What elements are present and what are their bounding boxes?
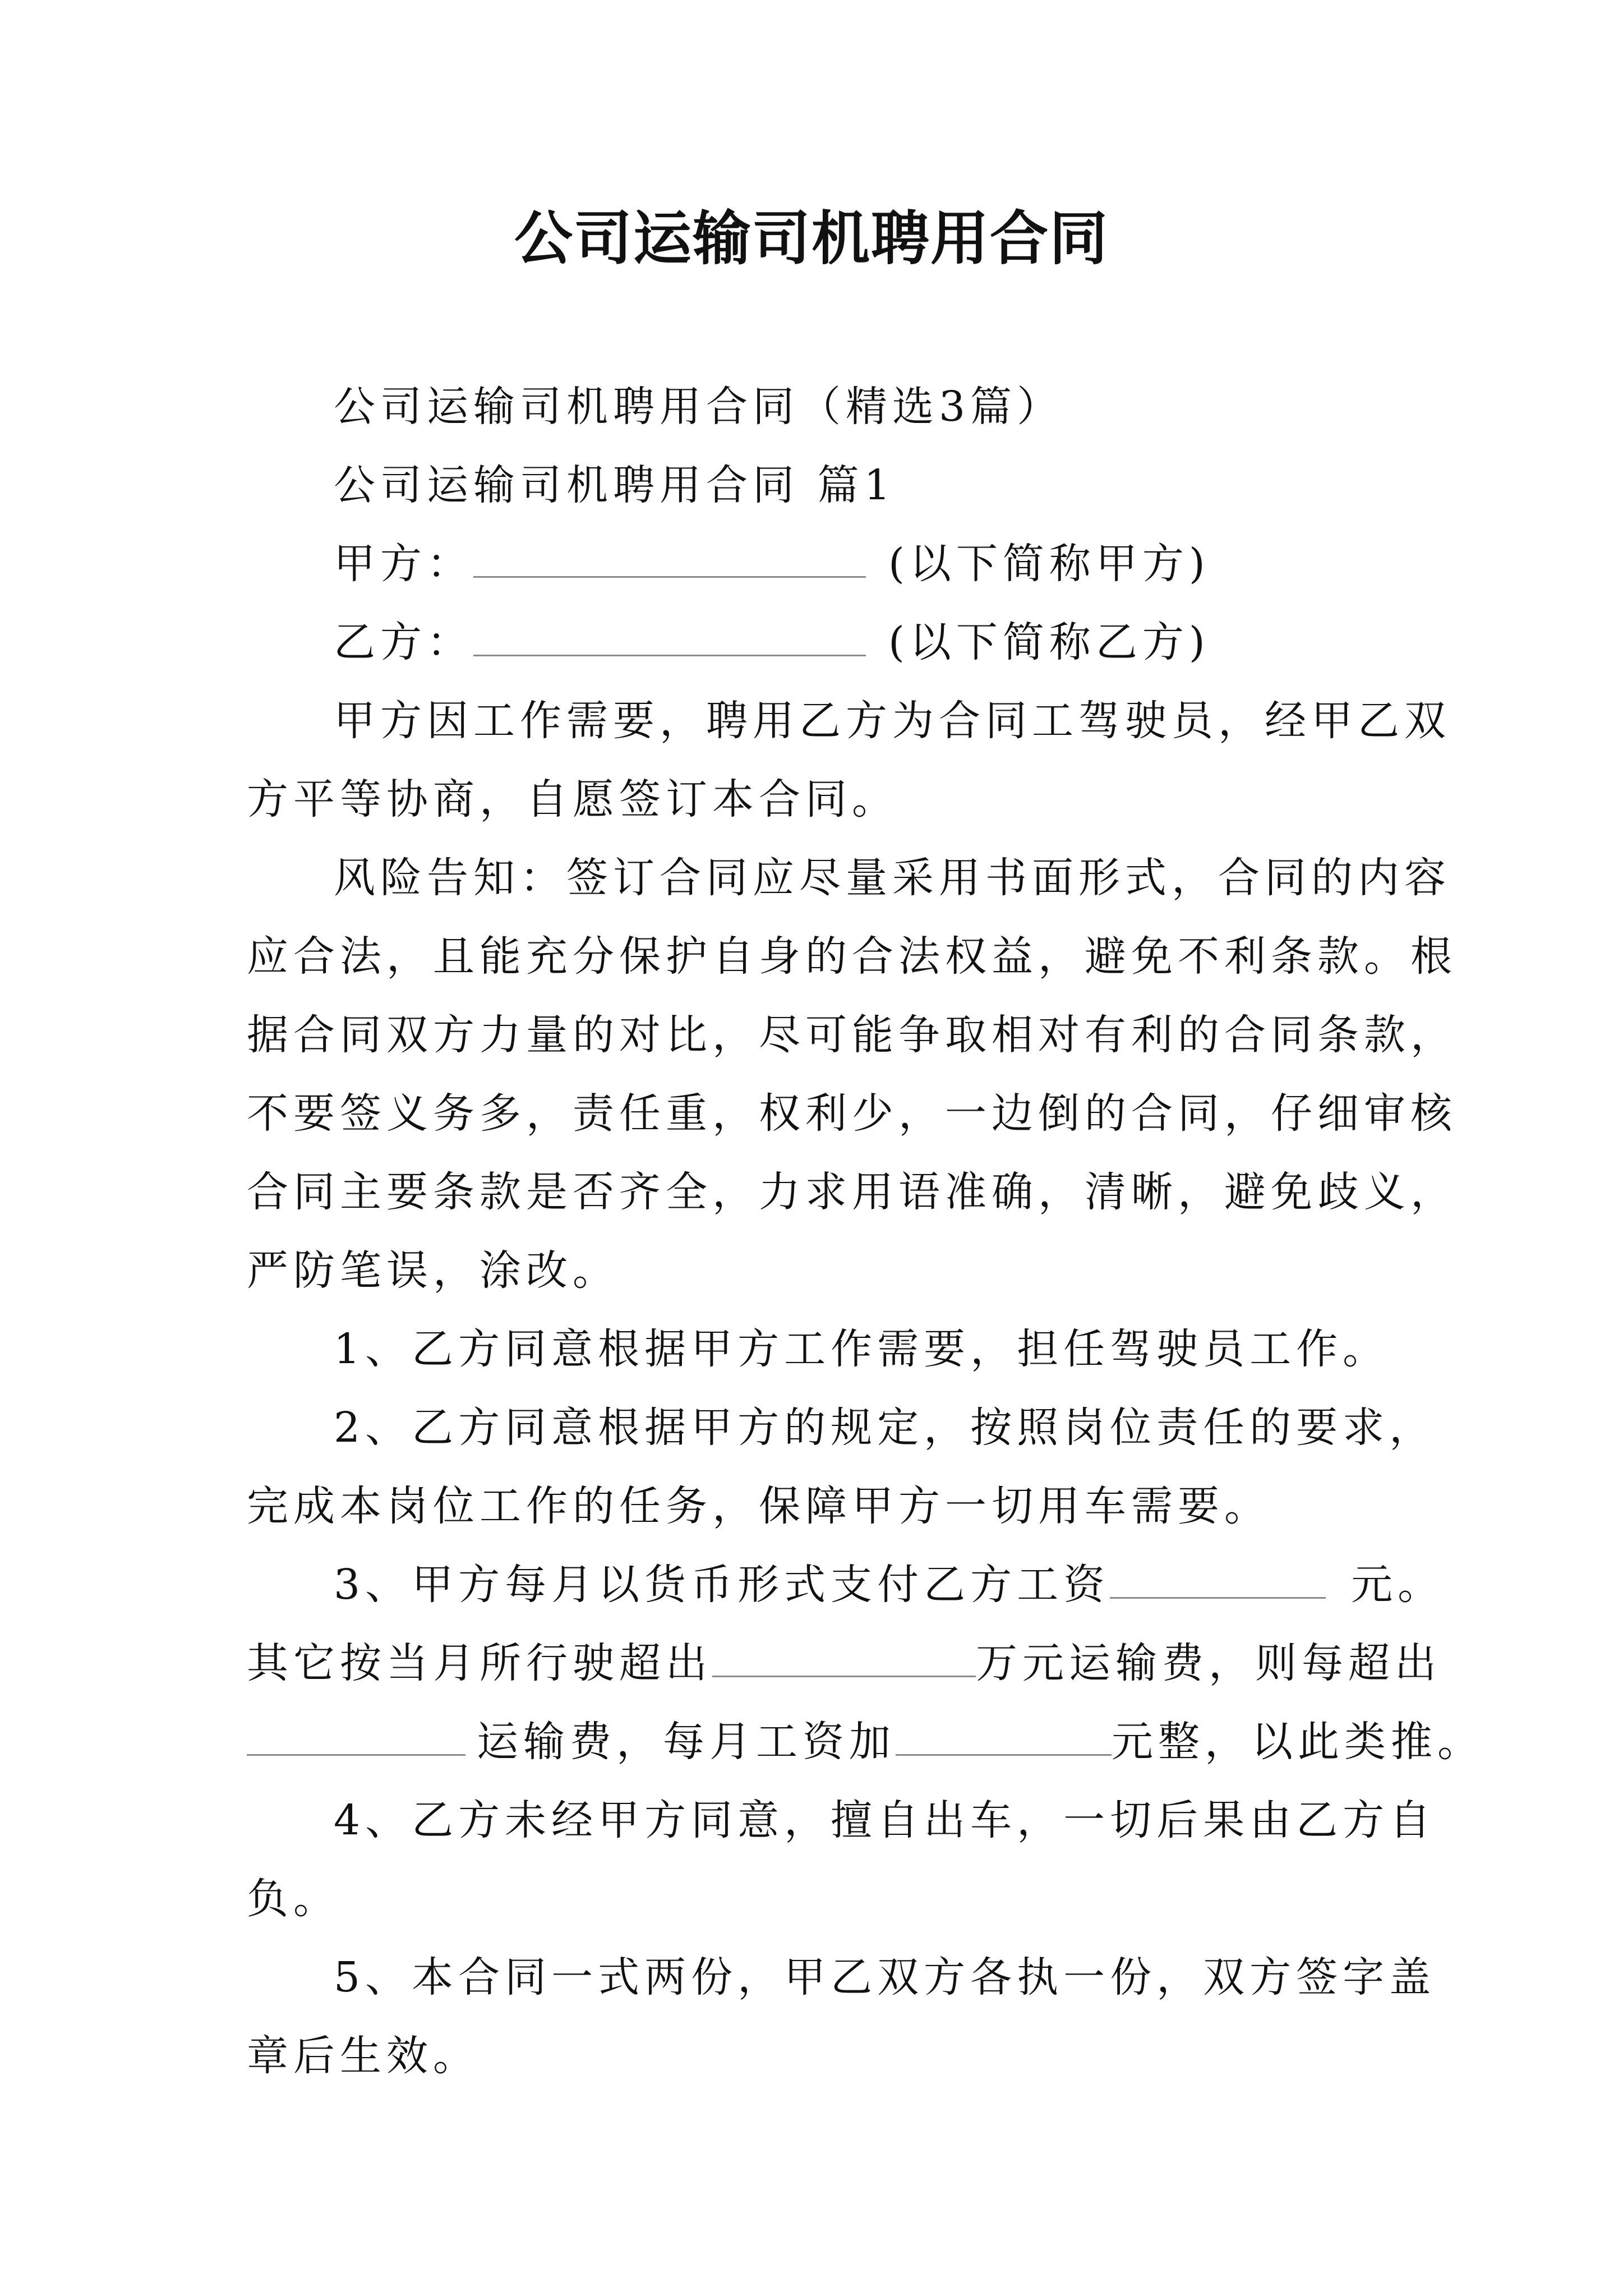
party-a-suffix: (以下简称甲方) <box>888 540 1210 588</box>
document-title: 公司运输司机聘用合同 <box>514 204 1109 273</box>
document-body <box>247 367 1484 2095</box>
risk-line-6: 严防笔误，涂改。 <box>247 1246 619 1295</box>
party-a-line <box>247 524 1398 603</box>
risk-line-1: 风险告知：签订合同应尽量采用书面形式，合同的内容 <box>334 854 1451 902</box>
clause-5-line-1: 5、本合同一式两份，甲乙双方各执一份，双方签字盖 <box>334 1953 1436 2001</box>
salary-blank[interactable] <box>1110 1558 1326 1599</box>
party-b-label: 乙方： <box>334 618 473 666</box>
exceed-amount-blank[interactable] <box>712 1636 976 1677</box>
clause-5-line-2: 章后生效。 <box>247 2032 479 2080</box>
section-heading: 公司运输司机聘用合同 篇1 <box>334 461 896 509</box>
risk-line-5: 合同主要条款是否齐全，力求用语准确，清晰，避免歧义， <box>247 1168 1457 1216</box>
clause-3-part-1: 3、甲方每月以货币形式支付乙方工资 <box>334 1561 1110 1609</box>
risk-line-3: 据合同双方力量的对比，尽可能争取相对有利的合同条款， <box>247 1011 1457 1059</box>
risk-line-4: 不要签义务多，责任重，权利少，一边倒的合同，仔细审核 <box>247 1089 1457 1138</box>
party-b-blank[interactable] <box>473 615 866 656</box>
intro-line-1: 甲方因工作需要，聘用乙方为合同工驾驶员，经甲乙双 <box>334 697 1451 745</box>
clause-3-line-2 <box>247 1624 1441 1703</box>
clause-3-line-1 <box>247 1545 1445 1624</box>
salary-add-blank[interactable] <box>896 1715 1112 1756</box>
clause-3-part-4: 万元运输费，则每超出 <box>976 1639 1441 1687</box>
party-b-suffix: (以下简称乙方) <box>888 618 1210 666</box>
party-a-blank[interactable] <box>473 537 866 578</box>
intro-line-2: 方平等协商，自愿签订本合同。 <box>247 775 898 823</box>
clause-4-line-1: 4、乙方未经甲方同意，擅自出车，一切后果由乙方自 <box>334 1796 1436 1844</box>
party-b-line <box>247 603 1398 682</box>
clause-3-part-3: 其它按当月所行驶超出 <box>247 1639 712 1687</box>
subtitle: 公司运输司机聘用合同（精选3篇） <box>334 383 1064 431</box>
clause-1-line-1: 1、乙方同意根据甲方工作需要，担任驾驶员工作。 <box>334 1325 1390 1373</box>
risk-line-2: 应合法，且能充分保护自身的合法权益，避免不利条款。根 <box>247 932 1457 981</box>
clause-3-part-5: 运输费，每月工资加 <box>477 1718 896 1766</box>
clause-2-line-1: 2、乙方同意根据甲方的规定，按照岗位责任的要求， <box>334 1404 1436 1452</box>
clause-3-part-6: 元整，以此类推。 <box>1112 1718 1484 1766</box>
clause-3-line-3 <box>247 1703 1484 1781</box>
clause-3-part-2: 元。 <box>1351 1561 1445 1609</box>
clause-2-line-2: 完成本岗位工作的任务，保障甲方一切用车需要。 <box>247 1482 1271 1530</box>
per-exceed-blank[interactable] <box>247 1715 465 1756</box>
party-a-label: 甲方： <box>334 540 473 588</box>
clause-4-line-2: 负。 <box>247 1875 340 1923</box>
